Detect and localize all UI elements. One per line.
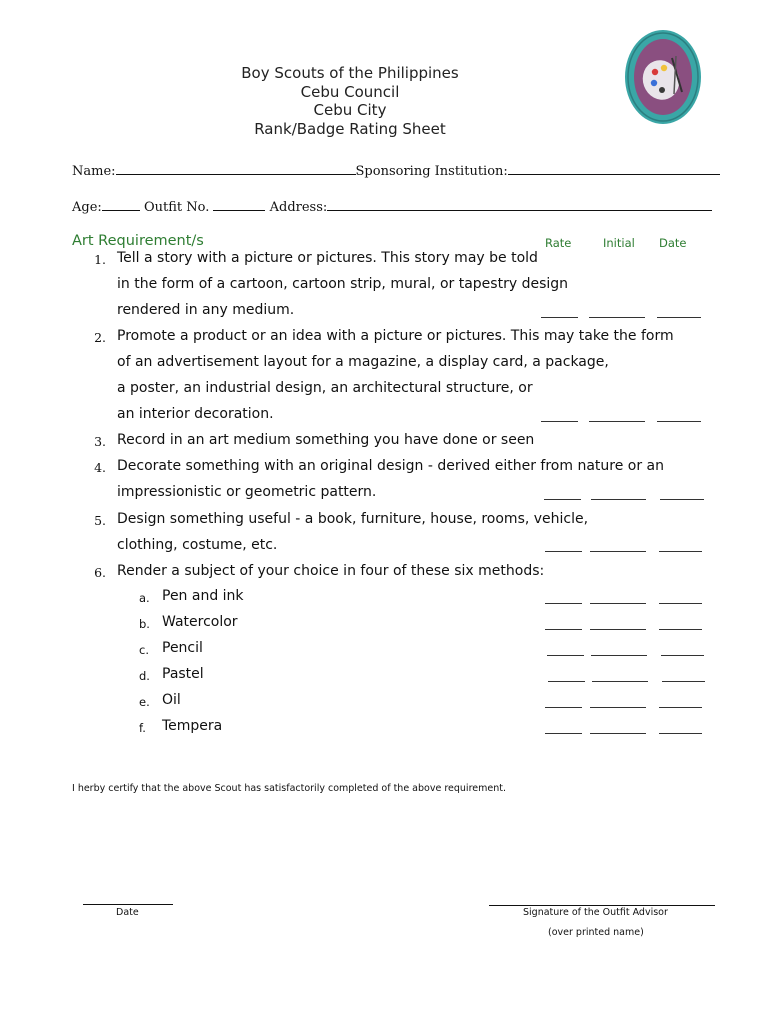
age-input-line[interactable]: [102, 209, 140, 211]
req-number: 2.: [94, 330, 106, 345]
org-name: Boy Scouts of the Philippines: [241, 64, 459, 82]
date-signature-label: Date: [116, 907, 139, 918]
req-text-line: of an advertisement layout for a magazine, a display card, a package,: [117, 354, 609, 370]
req-text-line: Record in an art medium something you have done or seen: [117, 432, 535, 448]
date-blank[interactable]: [662, 681, 705, 682]
rate-blank[interactable]: [545, 603, 582, 604]
col-initial-header: Initial: [603, 236, 635, 250]
art-merit-badge-palette-icon: [624, 28, 702, 126]
rate-blank[interactable]: [541, 317, 578, 318]
initial-blank[interactable]: [589, 317, 645, 318]
initial-blank[interactable]: [589, 421, 645, 422]
req-text-line: an interior decoration.: [117, 406, 274, 422]
date-blank[interactable]: [659, 603, 702, 604]
advisor-signature-line[interactable]: [489, 905, 715, 906]
initial-blank[interactable]: [591, 655, 647, 656]
rate-blank[interactable]: [541, 421, 578, 422]
initial-blank[interactable]: [590, 551, 646, 552]
rate-blank[interactable]: [547, 655, 584, 656]
col-date-header: Date: [659, 236, 687, 250]
req-number: 3.: [94, 434, 106, 449]
initial-blank[interactable]: [590, 603, 646, 604]
date-blank[interactable]: [661, 655, 704, 656]
req-text-line: Design something useful - a book, furniture, house, rooms, vehicle,: [117, 511, 589, 527]
address-input-line[interactable]: [327, 209, 712, 211]
advisor-signature-label: Signature of the Outfit Advisor: [523, 907, 668, 918]
rate-blank[interactable]: [545, 629, 582, 630]
date-blank[interactable]: [659, 707, 702, 708]
sponsor-label: Sponsoring Institution:: [355, 164, 508, 179]
method-letter: d.: [139, 669, 150, 683]
req-text-line: clothing, costume, etc.: [117, 537, 278, 553]
req-number: 6.: [94, 565, 106, 580]
name-label: Name:: [72, 164, 116, 179]
advisor-printed-name-note: (over printed name): [548, 927, 644, 938]
age-field-row: [72, 200, 712, 215]
method-label: Watercolor: [162, 614, 238, 630]
sponsor-input-line[interactable]: [508, 173, 720, 175]
initial-blank[interactable]: [590, 707, 646, 708]
req-text-line: Decorate something with an original design - derived either from nature or an: [117, 458, 664, 474]
method-letter: c.: [139, 643, 149, 657]
req-text-line: impressionistic or geometric pattern.: [117, 484, 377, 500]
rate-blank[interactable]: [545, 551, 582, 552]
method-letter: f.: [139, 721, 146, 735]
req-text-line: Promote a product or an idea with a picture or pictures. This may take the form: [117, 328, 674, 344]
date-blank[interactable]: [659, 551, 702, 552]
date-blank[interactable]: [659, 733, 702, 734]
req-text-line: Render a subject of your choice in four of these six methods:: [117, 563, 545, 579]
req-number: 5.: [94, 513, 106, 528]
method-label: Pastel: [162, 666, 204, 682]
req-number: 4.: [94, 460, 106, 475]
document-header: [200, 64, 500, 138]
method-label: Tempera: [162, 718, 223, 734]
date-blank[interactable]: [657, 421, 701, 422]
name-field-row: [72, 164, 720, 179]
initial-blank[interactable]: [590, 733, 646, 734]
method-label: Pen and ink: [162, 588, 244, 604]
col-rate-header: Rate: [545, 236, 572, 250]
date-blank[interactable]: [660, 499, 704, 500]
req-text-line: in the form of a cartoon, cartoon strip, mural, or tapestry design: [117, 276, 569, 292]
initial-blank[interactable]: [591, 499, 646, 500]
method-letter: b.: [139, 617, 150, 631]
method-label: Oil: [162, 692, 181, 708]
method-letter: a.: [139, 591, 150, 605]
outfit-input-line[interactable]: [213, 209, 265, 211]
req-text-line: a poster, an industrial design, an architectural structure, or: [117, 380, 533, 396]
address-label: Address:: [269, 200, 328, 215]
initial-blank[interactable]: [592, 681, 648, 682]
art-requirements-title: Art Requirement/s: [72, 233, 204, 249]
sheet-title: Rank/Badge Rating Sheet: [254, 119, 446, 138]
outfit-label: Outfit No.: [143, 200, 210, 215]
req-text-line: Tell a story with a picture or pictures. This story may be told: [117, 250, 538, 266]
initial-blank[interactable]: [590, 629, 646, 630]
method-letter: e.: [139, 695, 150, 709]
req-text-line: rendered in any medium.: [117, 302, 295, 318]
age-label: Age:: [72, 200, 102, 215]
date-signature-line[interactable]: [83, 904, 173, 905]
city-name: Cebu City: [313, 101, 387, 119]
rate-blank[interactable]: [545, 733, 582, 734]
certification-statement: I herby certify that the above Scout has satisfactorily completed of the above requirement.: [72, 783, 506, 794]
date-blank[interactable]: [659, 629, 702, 630]
method-label: Pencil: [162, 640, 203, 656]
rate-blank[interactable]: [545, 707, 582, 708]
date-blank[interactable]: [657, 317, 701, 318]
council-name: Cebu Council: [300, 82, 400, 101]
rate-blank[interactable]: [548, 681, 585, 682]
name-input-line[interactable]: [116, 173, 356, 175]
rate-blank[interactable]: [544, 499, 581, 500]
req-number: 1.: [94, 252, 106, 267]
